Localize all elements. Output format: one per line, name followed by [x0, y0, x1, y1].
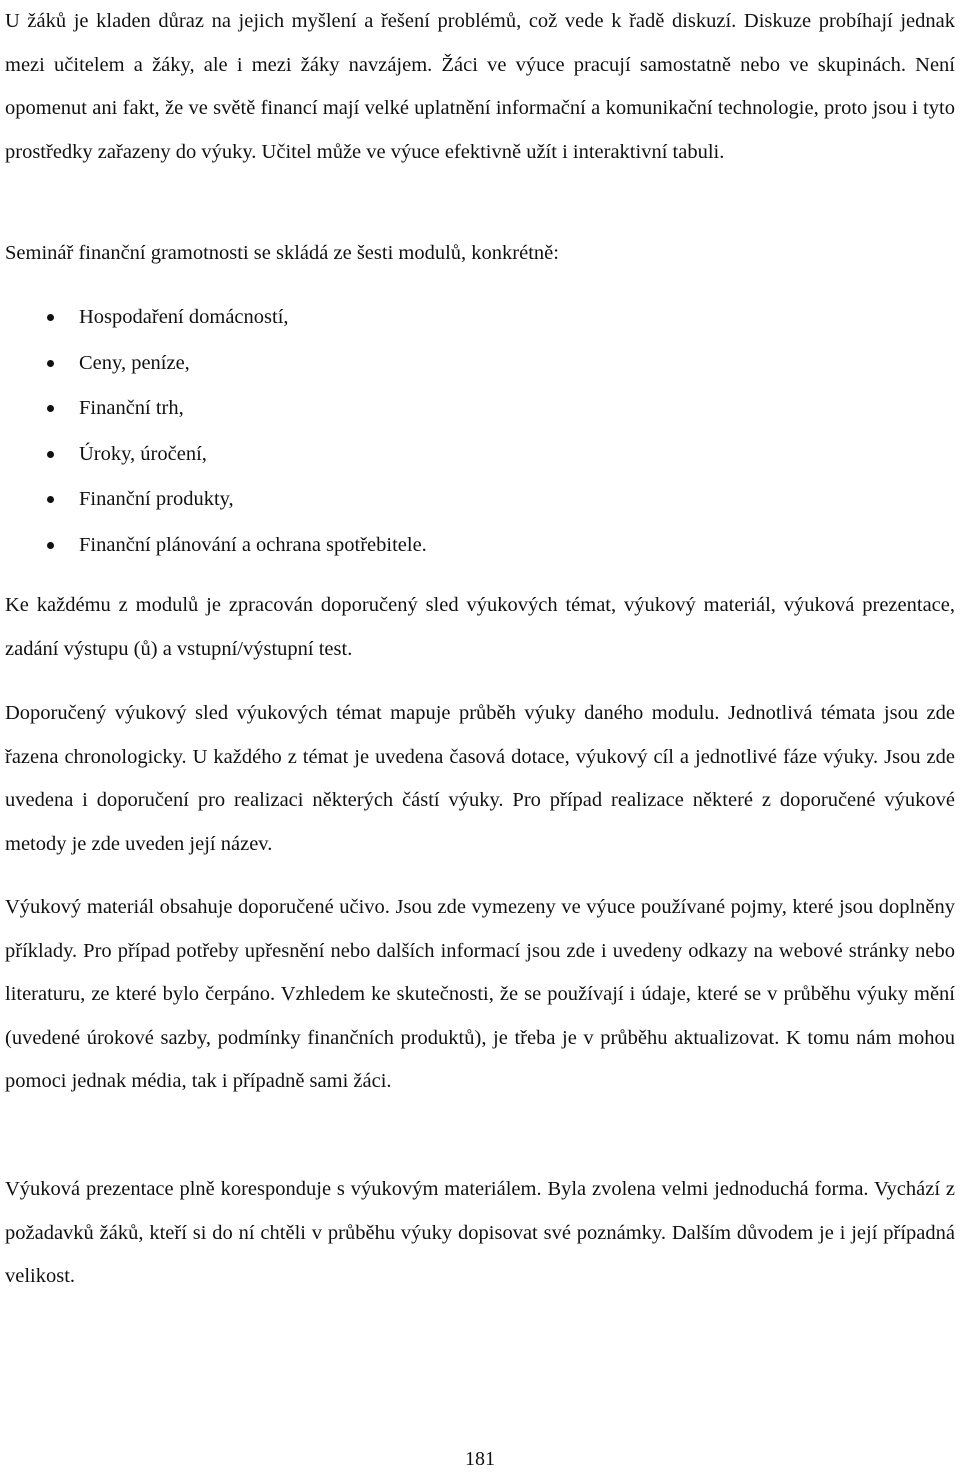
paragraph-discussion: U žáků je kladen důraz na jejich myšlení a řešení problémů, což vede k řadě diskuzí. Diskuze probíhají jednak mezi učitelem a žáky, ale i mezi žáky navzájem. Žáci ve výuce pracují samostatně nebo ve skupinách. Není opomenut ani fakt, že ve světě financí mají velké uplatnění informační a komunikační technologie, proto jsou i tyto prostředky zařazeny do výuky. Učitel může ve výuce efektivně užít i interaktivní tabuli.: [5, 10, 955, 163]
list-item: [5, 341, 955, 387]
paragraph-modules-intro: Seminář finanční gramotnosti se skládá ze šesti modulů, konkrétně:: [5, 242, 559, 264]
bullet-icon: [47, 360, 54, 367]
paragraph-teaching-sequence: Doporučený výukový sled výukových témat mapuje průběh výuky daného modulu. Jednotlivá témata jsou zde řazena chronologicky. U každého z témat je uvedena časová dotace, výukový cíl a jednotlivé fáze výuky. Jsou zde uvedena i doporučení pro realizaci některých částí výuky. Pro případ realizace některé z doporučené výukové metody je zde uveden její název.: [5, 702, 955, 855]
bullet-icon: [47, 405, 54, 412]
page-number: 181: [465, 1448, 495, 1470]
module-list: [5, 295, 955, 569]
bullet-icon: [47, 496, 54, 503]
module-label: Finanční plánování a ochrana spotřebitele.: [79, 533, 427, 556]
list-item: [5, 523, 955, 569]
module-label: Finanční produkty,: [79, 488, 234, 511]
list-item: [5, 477, 955, 523]
module-label: Finanční trh,: [79, 397, 184, 420]
module-label: Hospodaření domácností,: [79, 306, 289, 328]
bullet-icon: [47, 314, 54, 321]
module-label: Úroky, úročení,: [79, 442, 207, 465]
bullet-icon: [47, 451, 54, 458]
list-item: [5, 295, 955, 341]
list-item: [5, 432, 955, 478]
module-label: Ceny, peníze,: [79, 351, 190, 374]
list-item: [5, 386, 955, 432]
bullet-icon: [47, 542, 54, 549]
paragraph-module-contents: Ke každému z modulů je zpracován doporučený sled výukových témat, výukový materiál, výuková prezentace, zadání výstupu (ů) a vstupní/výstupní test.: [5, 594, 955, 660]
paragraph-presentation: Výuková prezentace plně koresponduje s výukovým materiálem. Byla zvolena velmi jednoduchá forma. Vychází z požadavků žáků, kteří si do ní chtěli v průběhu výuky dopisovat své poznámky. Dalším důvodem je i její případná velikost.: [5, 1178, 955, 1287]
paragraph-teaching-material: Výukový materiál obsahuje doporučené učivo. Jsou zde vymezeny ve výuce používané pojmy, které jsou doplněny příklady. Pro případ potřeby upřesnění nebo dalších informací jsou zde i uvedeny odkazy na webové stránky nebo literaturu, ze které bylo čerpáno. Vzhledem ke skutečnosti, že se používají i údaje, které se v průběhu výuky mění (uvedené úrokové sazby, podmínky finančních produktů), je třeba je v průběhu aktualizovat. K tomu nám mohou pomoci jednak média, tak i případně sami žáci.: [5, 896, 955, 1092]
